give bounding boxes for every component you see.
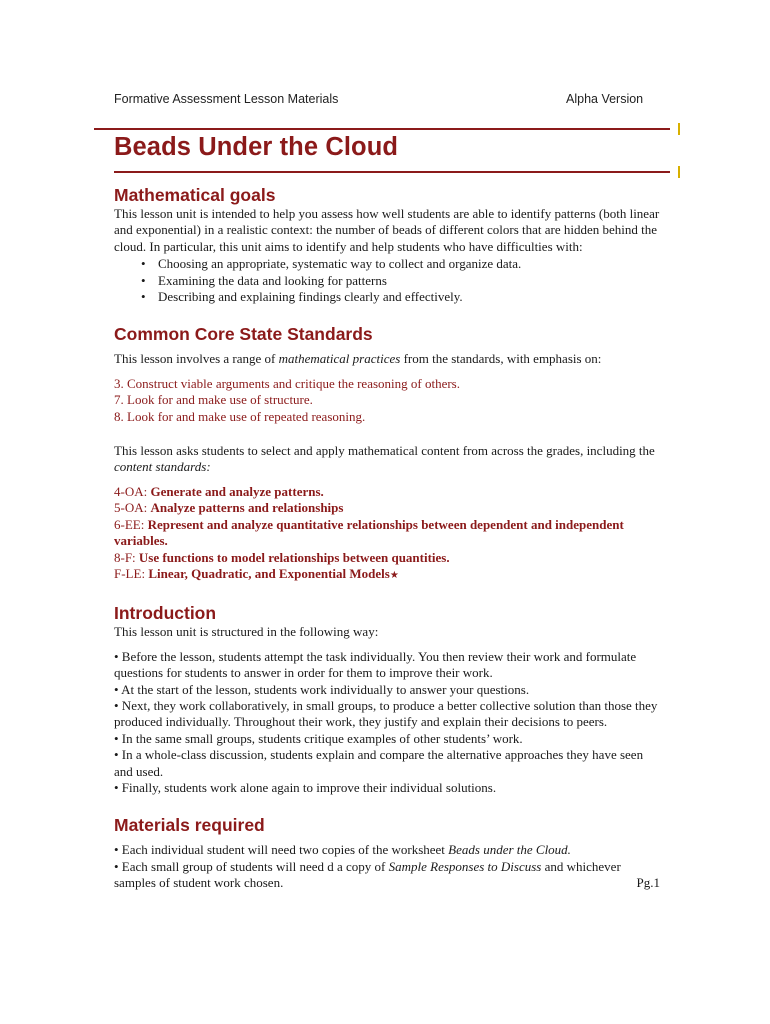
header-left: Formative Assessment Lesson Materials: [114, 92, 339, 106]
standard-item: [114, 566, 660, 584]
introduction-bullet: • Before the lesson, students attempt the task individually. You then review their work and formulate questions for students to answer in order for them to improve their work.: [114, 648, 637, 681]
practices-intro-text: This lesson involves a range of: [114, 351, 279, 367]
introduction-heading: Introduction: [114, 603, 217, 624]
materials-item-text: • Each individual student will need two copies of the worksheet: [114, 842, 449, 858]
standard-item: [114, 500, 660, 516]
practice-item: 8. Look for and make use of repeated reasoning.: [114, 408, 366, 424]
introduction-section: [114, 602, 660, 796]
standard-code: 4-OA:: [114, 483, 151, 499]
standard-item: [114, 517, 660, 550]
standard-name: Analyze patterns and relationships: [150, 500, 344, 516]
content-intro-text: This lesson asks students to select and apply mathematical content from across the grades, including the: [114, 443, 655, 459]
materials-section: [114, 814, 660, 891]
ccss-heading: Common Core State Standards: [114, 324, 373, 345]
margin-mark-top: [678, 123, 680, 135]
header-right: Alpha Version: [566, 92, 644, 106]
standard-code: F-LE:: [114, 565, 149, 581]
introduction-list: [114, 649, 660, 797]
introduction-bullet: • Finally, students work alone again to improve their individual solutions.: [114, 779, 497, 795]
standard-code: 6-EE:: [114, 516, 148, 532]
materials-item-emphasis: Beads under the Cloud.: [448, 842, 571, 858]
materials-item-emphasis: Sample Responses to Discuss: [388, 858, 542, 874]
introduction-bullet: • At the start of the lesson, students work individually to answer your questions.: [114, 681, 530, 697]
content-standards-intro: [114, 443, 660, 476]
introduction-lead: This lesson unit is structured in the following way:: [114, 624, 379, 640]
materials-item-text-end: and whichever samples of student work chosen.: [114, 858, 621, 891]
standard-name: Represent and analyze quantitative relationships between dependent and independent variables.: [114, 516, 624, 549]
standard-name: Use functions to model relationships between quantities.: [138, 549, 450, 565]
content-standards-list: [114, 484, 660, 584]
practices-list: [114, 376, 660, 425]
standard-item: [114, 484, 660, 500]
materials-item-text: • Each small group of students will need d a copy of: [114, 858, 389, 874]
practice-item: 3. Construct viable arguments and critique the reasoning of others.: [114, 375, 460, 391]
goals-list-item: • Examining the data and looking for patterns: [158, 273, 660, 289]
materials-item: [114, 842, 660, 858]
standard-code: 8-F:: [114, 549, 139, 565]
goals-list: [114, 256, 660, 305]
materials-heading: Materials required: [114, 815, 265, 836]
materials-item: [114, 859, 660, 892]
goals-section: [114, 184, 660, 305]
goals-list-item: • Describing and explaining findings clearly and effectively.: [158, 289, 660, 305]
star-icon: ★: [389, 569, 399, 581]
margin-mark-bottom: [678, 166, 680, 178]
document-body: [114, 184, 660, 892]
goals-intro: This lesson unit is intended to help you assess how well students are able to identify patterns (both linear and exponential) in a realistic context: the number of beads of different colors that are hidden behind the cloud. In particular, this unit aims to identify and help students who have difficulties with:: [114, 206, 660, 254]
standard-code: 5-OA:: [114, 500, 151, 516]
introduction-bullet: • In the same small groups, students critique examples of other students’ work.: [114, 730, 523, 746]
standard-name: Generate and analyze patterns.: [150, 483, 324, 499]
practices-intro-emphasis: mathematical practices: [278, 351, 401, 367]
practice-item: 7. Look for and make use of structure.: [114, 392, 313, 408]
introduction-bullet: • In a whole-class discussion, students explain and compare the alternative approaches they have seen and used.: [114, 747, 644, 779]
document-title: Beads Under the Cloud: [114, 133, 399, 161]
content-intro-emphasis: content standards:: [114, 459, 211, 475]
practices-intro-text-end: from the standards, with emphasis on:: [400, 351, 602, 367]
goals-list-item: • Choosing an appropriate, systematic way to collect and organize data.: [158, 256, 660, 272]
title-rule-bottom: [114, 171, 670, 173]
goals-heading: Mathematical goals: [114, 185, 276, 205]
introduction-bullet: • Next, they work collaboratively, in small groups, to produce a better collective solution than those they produced individually. Throughout their work, they justify and explain their decisions to peers.: [114, 697, 658, 730]
ccss-section: [114, 323, 660, 584]
page-number: Pg.1: [636, 875, 660, 891]
practices-intro: [114, 351, 660, 367]
standard-name: Linear, Quadratic, and Exponential Models: [148, 565, 390, 581]
title-rule-top: [94, 128, 670, 130]
standard-item: [114, 550, 660, 566]
